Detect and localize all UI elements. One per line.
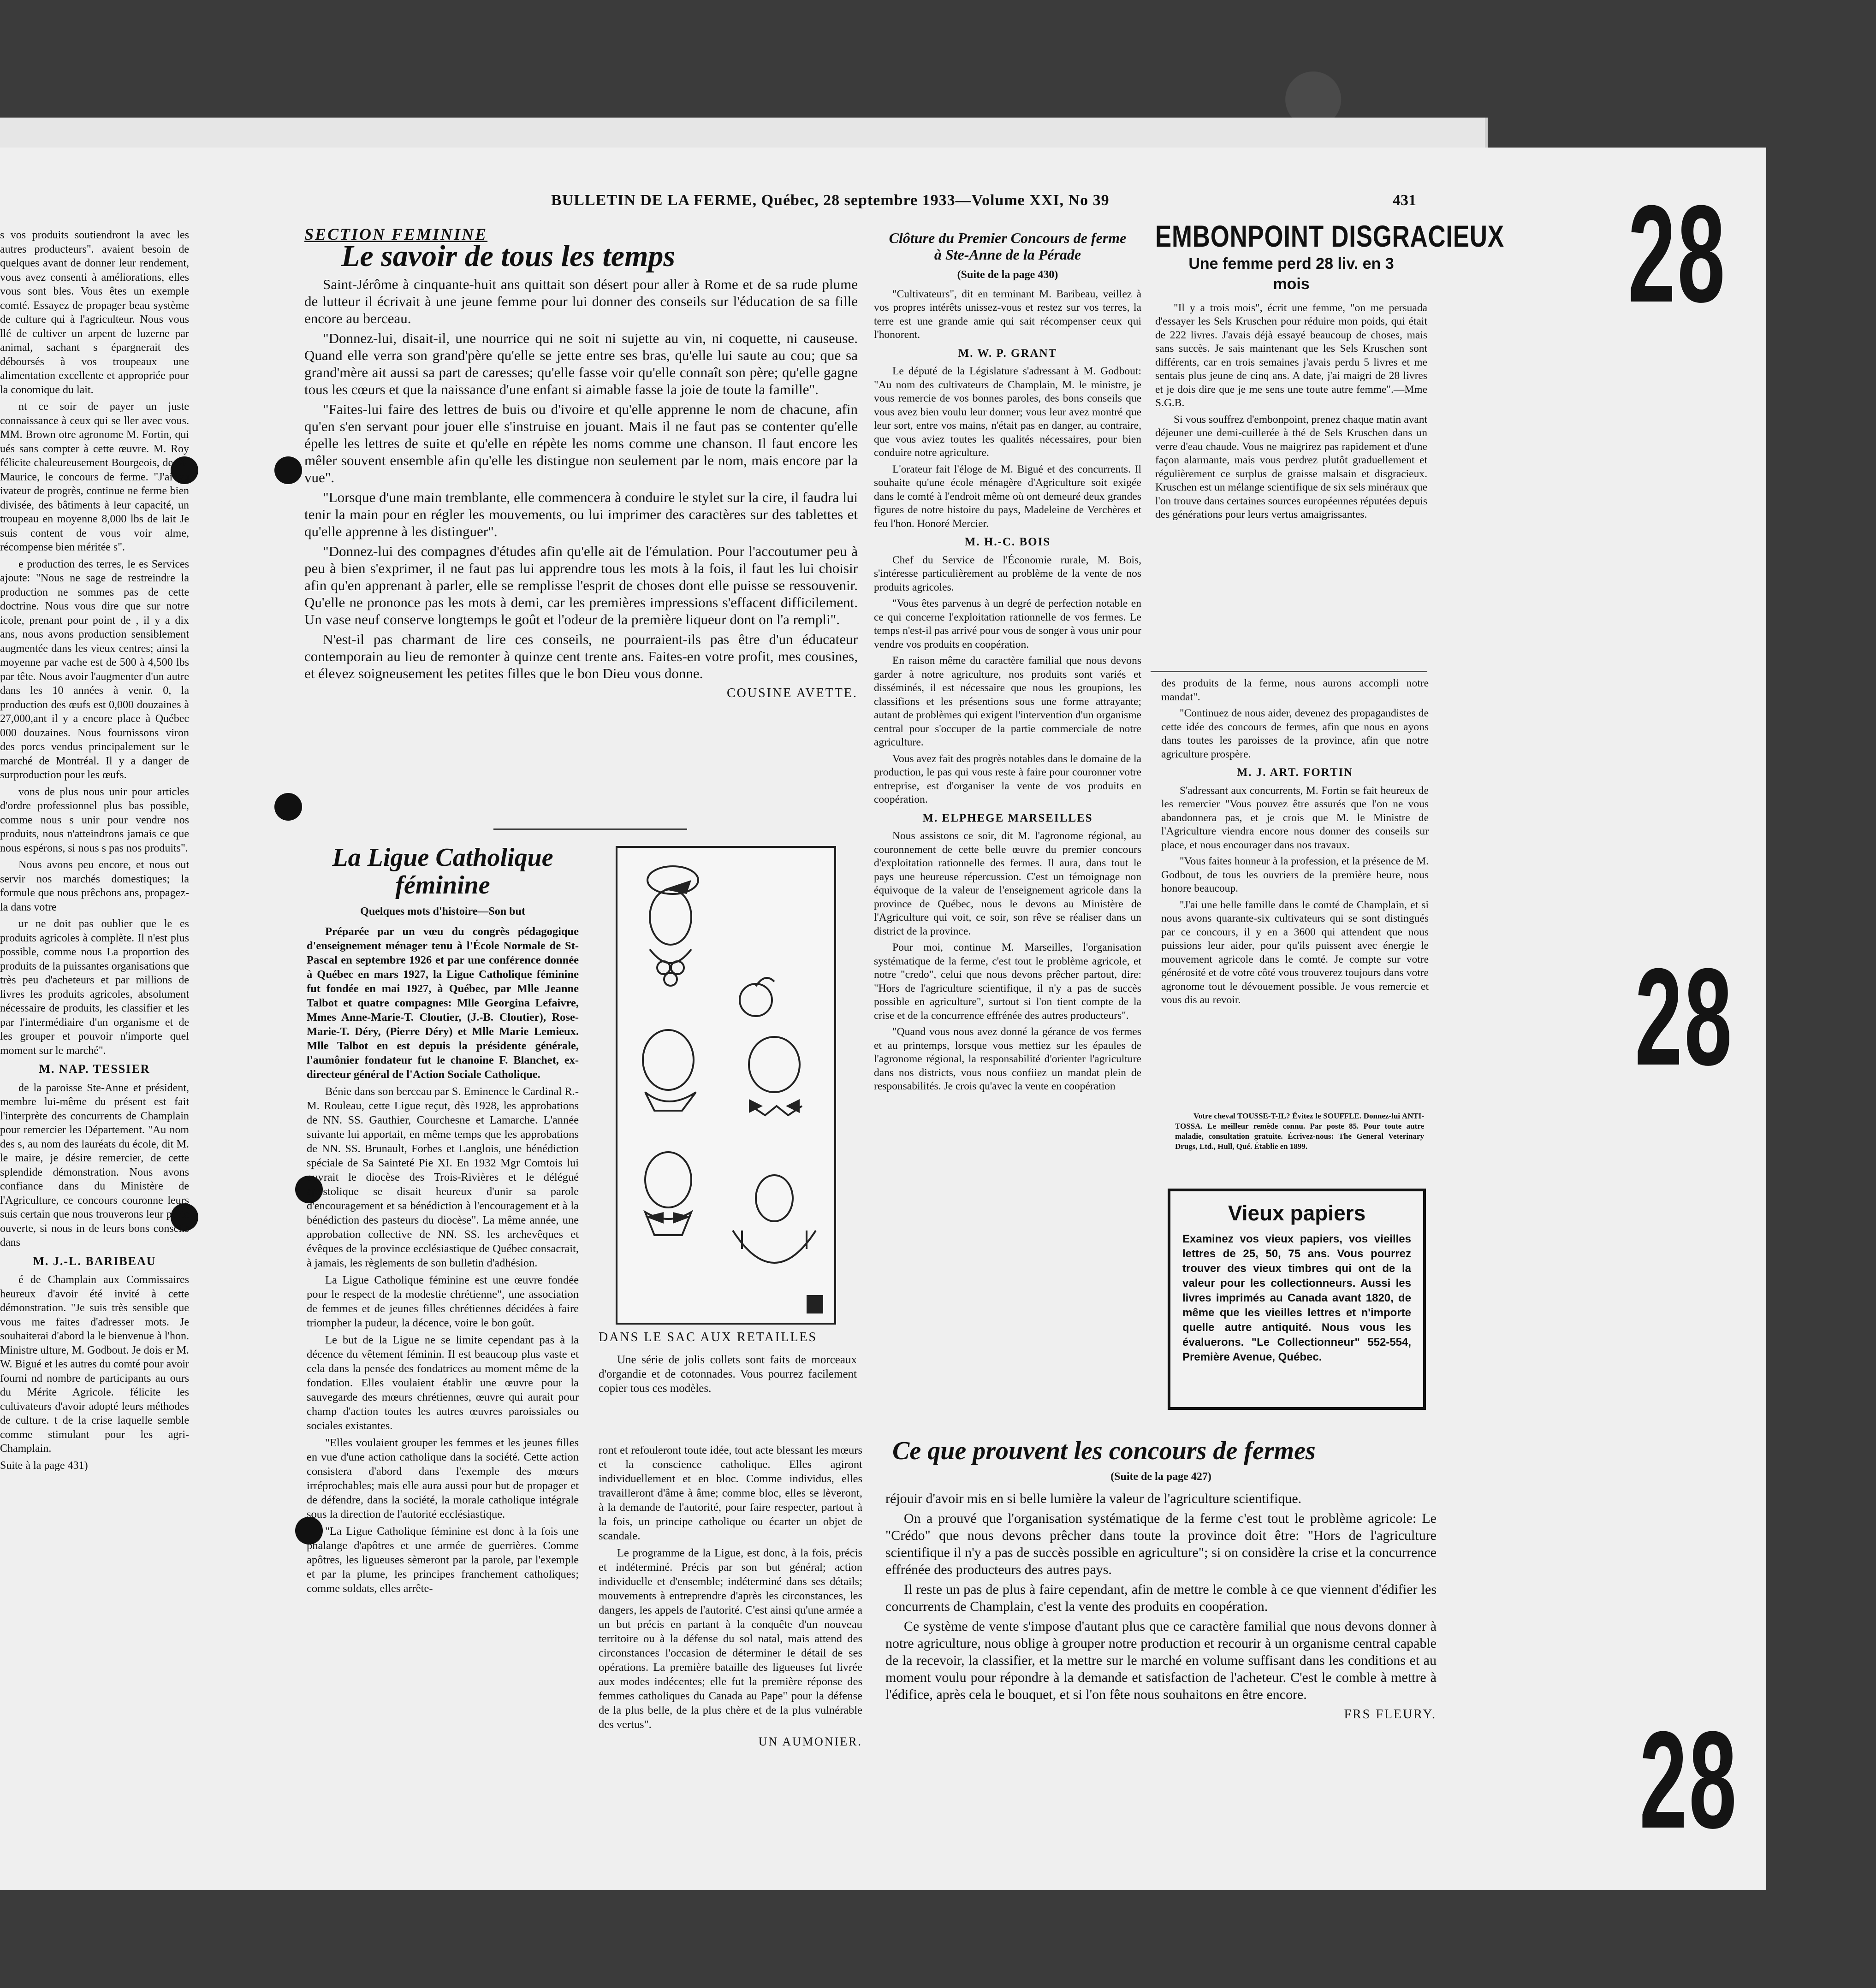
ligue-paragraph: Le programme de la Ligue, est donc, à la fois, précis et indéterminé. Précis par son but général; action individuelle et d'ensemble; indéterminé dans ses détails; mouvements à entreprendre d'après les circonstances, les dangers, les appels de l'autorité. C'est ainsi qu'une armée a un but précis en partant à la conquête d'un nouveau territoire ou à la défense du sol natal, mais attend des circonstances l'occasion de déterminer le détail de ses opérations. La première bataille des ligueuses fut livrée aux modes indécentes; elle fut la première réponse des femmes catholiques du Canada au Pape" pour la défense de la plus belle, de la plus chère et de la plus vulnérable des vertus". [599,1547,862,1731]
heading-marseilles: M. ELPHEGE MARSEILLES [922,811,1093,824]
article-paragraph: "Lorsque d'une main tremblante, elle commencera à conduire le stylet sur la cire, il faudra lui tenir la main pour en régler les mouvements, ou lui imprimer des caractères sur des tablettes et qu'elle apprenne à les distinguer". [304,489,858,539]
vieux-papiers-title: Vieux papiers [1228,1201,1366,1225]
divider [1151,671,1427,672]
ligue-paragraph: "La Ligue Catholique féminine est donc à la fois une phalange d'apôtres et une armée de guerrières. Comme apôtres, les ligueuses sèmeront par la parole, par l'exemple et par la plume, les principes franchement catholiques; comme soldats, elles arrête- [307,1525,579,1595]
cloture-paragraph: Vous avez fait des progrès notables dans le domaine de la production, le pas qui vous reste à faire pour couronner votre entreprise, est d'organiser la vente de vos produits en coopération. [874,752,1141,805]
right-paragraph: "Vous faites honneur à la profession, et la présence de M. Godbout, de tous les ouvriers de la première heure, nous honore beaucoup. [1161,855,1429,894]
ligue-title: La Ligue Catholique féminine [332,843,553,899]
ligue-continued [599,1443,862,1749]
ligue-paragraph: La Ligue Catholique féminine est une œuvre fondée pour le respect de la modestie chrétienne", une association de femmes et de jeunes filles chrétiennes décidées à faire triompher la pudeur, la décence, voire le bon goût. [307,1274,579,1329]
cloture-paragraph: L'orateur fait l'éloge de M. Bigué et des concurrents. Il souhaite qu'une école ménagère d'Agriculture soit exigée dans le comté à l'endroit même où ont demeuré deux grandes figures de notre histoire du pays, Madeleine de Verchères et feu l'hon. Honoré Mercier. [874,463,1141,530]
folio-stamp: 28 [1639,1702,1739,1857]
left-paragraph: ur ne doit pas oublier que le es produits agricoles à complète. Il n'est plus possible, comme nous La proportion des produits de la puissantes organisations que très peu d'acheteurs et par millions de livres les produits agricoles, absolument nécessaire de produits, les classifier et les par l'intermédiaire d'un organisme et de les grouper et pouvoir n'importe quel moment sur le marché". [0,918,189,1057]
article-paragraph: "Donnez-lui, disait-il, une nourrice qui ne soit ni sujette au vin, ni coquette, ni causeuse. Quand elle verra son grand'père qu'elle se jette entre ses bras, qu'elle lui saute au cou; que sa grand'mère ait aussi sa part de caresses; qu'elle fasse voir qu'elle connaît son père; qu'elle gagne tous les cœurs et que la naissance d'une enfant si aimable fasse la joie de toute la famille". [304,330,858,397]
vieux-papiers-text: Examinez vos vieux papiers, vos vieilles lettres de 25, 50, 75 ans. Vous pourrez trouver des vieux timbres qui ont de la valeur pour les collectionneurs. Aussi les livres imprimés au Canada avant 1820, de même que les vieilles lettres et n'importe quelle autre antiquité. Nous vous les évaluerons. "Le Collectionneur" 552-554, Première Avenue, Québec. [1182,1233,1411,1363]
concours-title: Ce que prouvent les concours de fermes [892,1437,1316,1465]
heading-baribeau: M. J.-L. BARIBEAU [33,1254,156,1268]
collars-drawing [617,848,834,1323]
section-label: SECTION FEMININE [304,225,488,243]
concours-article [885,1468,1437,1723]
running-title: BULLETIN DE LA FERME, Québec, 28 septembre 1933—Volume XXI, No 39 [551,192,1110,209]
illustration-caption-block [599,1330,857,1398]
right-paragraph: "Continuez de nous aider, devenez des propagandistes de cette idée des concours de fermes, afin que nous en ayons dans toutes les paroisses de la province, afin que notre agriculture prospère. [1161,707,1429,760]
left-paragraph: é de Champlain aux Commissaires heureux d'avoir été invité à cette démonstration. "Je suis très sensible que vous me faites d'adresser mots. Je souhaiterai d'abord la le bienvenue à l'hon. Ministre ulture, M. Godbout. Je dois er M. W. Bigué et les autres du comté pour avoir fourni nd nombre de participants au ours du Mérite Agricole. félicite les cultivateurs d'avoir adopté leurs méthodes de culture. t de la crise laquelle semble comme stimulant pour les agri-Champlain. [0,1274,189,1455]
small-ad [1175,1111,1424,1154]
article-title: Le savoir de tous les temps [341,239,676,273]
folio-stamp: 28 [1635,939,1734,1094]
left-paragraph: de la paroisse Ste-Anne et président, membre lui-même du présent est fait l'interprète des concurrents de Champlain pour remercier les Département. "Au nom des s, au nom des lauréats du école, dit M. le maire, je désire remercier, de cette splendide démonstration. Nous avons confiance dans du Ministère de l'Agriculture, ce concours couronne leurs suis certain que nous trouverons leur porte ouverte, si nous in de leurs bons conseils dans [0,1082,189,1248]
left-paragraph: Nous avons peu encore, et nous out servir nos marchés domestiques; la formule que nous prêchons ans, propagez-la dans votre [0,859,189,913]
ligue-paragraph: ront et refouleront toute idée, tout acte blessant les mœurs et la conscience catholique. Elles agiront individuellement et en bloc. Comme individus, elles travailleront d'âme à âme; comme bloc, elles se lèveront, à la demande de l'autorité, pour faire respecter, partout à la fois, un principe catholique ou écarter un objet de scandale. [599,1444,862,1542]
divider [493,828,687,830]
article-paragraph: Saint-Jérôme à cinquante-huit ans quittait son désert pour aller à Rome et de sa rude plume de lutteur il écrivait à une jeune femme pour lui donner des conseils sur l'éducation de sa fille encore au berceau. [304,276,858,326]
signature: FRS FLEURY. [1344,1707,1437,1722]
folio-stamp: 28 [1628,176,1727,331]
continued-note: Suite à la page 431) [0,1459,88,1472]
embonpoint-ad [1155,219,1504,525]
binder-hole [274,456,302,484]
ligue-subtitle: Quelques mots d'histoire—Son but [360,905,525,917]
signature: COUSINE AVETTE. [726,686,858,700]
concours-paragraph: Il reste un pas de plus à faire cependant, afin de mettre le comble à ce que viennent d'édifier les concurrents de Champlain, c'est la vente des produits en coopération. [885,1582,1437,1614]
illustration-text: Une série de jolis collets sont faits de morceaux d'organdie et de cotonnades. Vous pourrez facilement copier tous ces modèles. [599,1354,857,1395]
heading-fortin: M. J. ART. FORTIN [1236,766,1354,779]
ligue-paragraph: Bénie dans son berceau par S. Eminence le Cardinal R.-M. Rouleau, cette Ligue reçut, dès 1928, les approbations de NN. SS. Gauthier, Courchesne et Lamarche. L'année suivante lui apportait, en même temps que les approbations de NN. SS. Brunault, Forbes et Langlois, une bénédiction spéciale de Sa Sainteté Pie XI. En 1932 Mgr Comtois lui ouvrait le diocèse des Trois-Rivières et le délégué apostolique se disait heureux d'unir sa parole d'encouragement et sa bénédiction à l'encouragement et à la bénédiction des pasteurs du diocèse". La même année, une approbation collective de NN. SS. les archevêques et évêques de la province ecclésiastique de Québec consacrait, à jamais, les règlements de son bulletin d'adhésion. [307,1085,579,1269]
ligue-paragraph: "Elles voulaient grouper les femmes et les jeunes filles en vue d'une action catholique dans la société. Cette action consistera d'abord dans l'exemple des mœurs irréprochables; mais elle aura aussi pour but de propager et de défendre, dans la société, la morale catholique intégrale sous la direction de l'autorité ecclésiastique. [307,1437,579,1521]
concours-paragraph: réjouir d'avoir mis en si belle lumière la valeur de l'agriculture scientifique. [885,1491,1302,1506]
right-continued [1161,677,1429,1010]
cloture-paragraph: "Vous êtes parvenus à un degré de perfection notable en ce qui concerne l'exploitation rationnelle de vos fermes. Le temps n'est-il pas arrivé pour vous de songer à vous unir pour vendre vos produits en coopération. [874,598,1141,651]
cloture-article [874,230,1141,1096]
signature: UN AUMONIER. [758,1735,862,1748]
cloture-paragraph: "Cultivateurs", dit en terminant M. Baribeau, veillez à vos propres intérêts unissez-vous et restez sur vos terres, la terre est une grande amie qui sait récompenser ceux qui l'honorent. [874,288,1141,341]
heading-grant: M. W. P. GRANT [958,347,1057,360]
cloture-subtitle: (Suite de la page 430) [957,269,1058,281]
ligue-article [307,844,579,1598]
embonpoint-paragraph: Si vous souffrez d'embonpoint, prenez chaque matin avant déjeuner une demi-cuillerée à thé de Sels Kruschen dans un verre d'eau chaude. Vous ne maigrirez pas rapidement et d'une façon alarmante, mais vous perdrez plutôt graduellement et régulièrement ce surplus de graisse malsain et disgracieux. Kruschen est un mélange scientifique de six sels minéraux que l'on trouve dans certaines sources européennes réputées depuis des générations pour leurs vertus amaigrissantes. [1155,413,1427,521]
ligue-paragraph: Préparée par un vœu du congrès pédagogique d'enseignement ménager tenu à l'École Normale de St-Pascal en septembre 1926 et par une conférence donnée à Québec en mars 1927, la Ligue Catholique féminine fut fondée en mai 1927, à Québec, par Mlle Jeanne Talbot et quatre compagnes: Mlle Georgina Lefaivre, Mmes Anne-Marie-T. Cloutier, (J.-B. Cloutier), Rose-Marie-T. Déry, (Pierre Déry) et Mlle Marie Lemieux. Mlle Talbot en est depuis la présidente générale, l'aumônier fondateur fut le chanoine F. Blanchet, ex-directeur général de l'Action Sociale Catholique. [307,925,579,1081]
small-ad-text: Votre cheval TOUSSE-T-IL? Évitez le SOUFFLE. Donnez-lui ANTI-TOSSA. Le meilleur remède connu. Par poste 85. Pour toute autre maladie, consultation gratuite. Écrivez-nous: The General Veterinary Drugs, Ltd., Hull, Qué. Établie en 1899. [1175,1112,1424,1151]
concours-paragraph: Ce système de vente s'impose d'autant plus que ce caractère familial que nous devons donner à notre agriculture, nous oblige à grouper notre production et recourir à un organisme central capable de la recevoir, la classifier, et la mettre sur le marché en volume suffisant dans les conditions et au moment voulu pour répondre à la demande et satisfaction de l'acheteur. C'est le comble à mettre à l'édifice, après cela le bouquet, et si l'on fête nous souhaitons en être encore. [885,1619,1437,1702]
embonpoint-subtitle: Une femme perd 28 liv. en 3 mois [1188,254,1394,293]
cloture-paragraph: Le député de la Législature s'adressant à M. Godbout: "Au nom des cultivateurs de Champlain, M. le ministre, je vous remercie de vos bonnes paroles, des bons conseils que vous avez bien voulu leur donner; vous leur avez montré que leur sort, entre vos mains, n'était pas en danger, au contraire, que vous aviez toutes les qualités nécessaires, pour bien conduire notre agriculture. [874,365,1141,459]
embonpoint-title: EMBONPOINT DISGRACIEUX [1155,219,1504,253]
cloture-paragraph: En raison même du caractère familial que nous devons garder à notre agriculture, nos produits sont variés et disséminés, il est nécessaire que nous les groupions, les classifions et les présentions sous une forme attrayante; autant de problèmes qui exigent l'intervention d'un organisme central pour s'occuper de la partie commerciale de notre agriculture. [874,655,1141,748]
left-column [0,228,189,1475]
collars-illustration [616,846,836,1325]
vieux-papiers-ad [1168,1189,1426,1410]
left-paragraph: e production des terres, le es Services ajoute: "Nous ne sage de restreindre la production ne sommes pas de cette doctrine. Nous vous dire que sur notre icole, prenant pour point de , il y a dix ans, nous avons production sensiblement augmentée dans les vieux centres; ainsi la moyenne par vache est de 500 à 4,500 lbs par tête. Nous avoir l'augmenter d'un autre dans les 10 années à venir. 0, la production des œufs est 0,000 douzaines à 27,000,ant il y a encore place à Québec 000 douzaines. Nous fournissons viron des porcs vendus principalement sur le marché de Montréal. Il y a danger de surproduction pour les œufs. [0,558,189,781]
concours-paragraph: On a prouvé que l'organisation systématique de la ferme c'est tout le problème agricole: Le "Crédo" que nous devons prêcher dans toute la province doit être: "Hors de l'agriculture scientifique il n'y a pas de succès possible en agriculture"; si on considère la crise et la concurrence effrénée des producteurs des autres pays. [885,1511,1437,1577]
binder-hole [274,793,302,821]
left-paragraph: nt ce soir de payer un juste connaissance à ceux qui se ller avec vous. MM. Brown otre agronome M. Fortin, qui ués sans compter à cette œuvre. M. Roy félicite chaleureusement Bourgeois, de St-Maurice, le concours de ferme. "J'ai vu ivateur de progrès, continue ne ferme bien divisée, des bâtiments à leur capacité, un troupeau en moyenne 8,000 lbs de lait Je suis content de vous voir alme, récompense bien méritée s". [0,401,189,553]
article-paragraph: "Donnez-lui des compagnes d'études afin qu'elle ait de l'émulation. Pour l'accoutumer peu à peu à bien s'exprimer, il ne faut pas lui apprendre tous les mots à la fois, il faut les lui choisir afin qu'en apprenant à parler, elle se remplisse l'esprit de choses dont elle puisse se ressouvenir. Qu'elle ne prononce pas les mots à demi, car les premières impressions s'effacent difficilement. Un vase neuf conserve longtemps le goût et l'odeur de la première liqueur dont on l'a rempli". [304,543,858,627]
article-paragraph: "Faites-lui faire des lettres de buis ou d'ivoire et qu'elle apprenne le nom de chacune, afin qu'en s'en servant pour jouer elle s'instruise en jouant. Mais il ne faut pas se contenter qu'elle épelle les lettres de suite et qu'elle en répète les noms comme une chanson. Il faut encore les mêler souvent ensemble afin qu'elle les distingue non seulement par le nom, mais encore par la vue". [304,401,858,485]
cloture-title: Clôture du Premier Concours de ferme à Ste-Anne de la Pérade [889,230,1127,263]
cloture-paragraph: Nous assistons ce soir, dit M. l'agronome régional, au couronnement de cette belle œuvre du premier concours d'exploitation rationnelle des fermes. Il aura, dans tout le pays une heureuse répercussion. C'est un témoignage non équivoque de la valeur de l'enseignement agricole dans la province de Québec, nous le devons au Ministère de l'Agriculture qui voit, ce soir, son rêve se réaliser dans un district de la province. [874,830,1141,937]
concours-subtitle: (Suite de la page 427) [1110,1471,1211,1483]
cloture-paragraph: "Quand vous nous avez donné la gérance de vos fermes et au printemps, lorsque vous mettiez sur les épaules de l'agronome régional, la responsabilité d'orienter l'agriculture dans nos districts, vous nous confiiez un mandat plein de responsabilités. Je crois qu'avec la vente en coopération [874,1026,1141,1092]
page-number: 431 [1393,192,1416,209]
heading-tessier: M. NAP. TESSIER [39,1062,150,1076]
article-paragraph: N'est-il pas charmant de lire ces conseils, ne pourraient-ils pas être d'un éducateur contemporain au lieu de remonter à quinze cent trente ans. Faites-en votre profit, mes cousines, et élevez soigneusement les petites filles que le bon Dieu vous donne. [304,631,858,681]
cloture-paragraph: Chef du Service de l'Économie rurale, M. Bois, s'intéresse particulièrement au problème de la vente de nos produits agricoles. [874,554,1141,593]
embonpoint-paragraph: "Il y a trois mois", écrit une femme, "on me persuada d'essayer les Sels Kruschen pour réduire mon poids, qui était de 222 livres. J'avais déjà essayé beaucoup de choses, mais sans succès. Je sais maintenant que les Sels Kruschen sont différents, car en trois semaines j'avais perdu 5 livres et me sentais plus jeune de cinq ans. A date, j'ai maigri de 28 livres et je dois dire que je me sens une toute autre femme".—Mme S.G.B. [1155,302,1427,409]
right-paragraph: "J'ai une belle famille dans le comté de Champlain, et si nous avons quarante-six cultivateurs qui se sont distingués par ce concours, il y en a 3600 qui attendent que nous puissions leur aider, pour qu'ils puissent avec énergie le mouvement agricole dans le comté. Je compte sur votre générosité et de votre côté vous trouverez toujours dans votre agronome tout le dévouement possible. Je vous remercie et vous dis au revoir. [1161,899,1429,1006]
right-paragraph: des produits de la ferme, nous aurons accompli notre mandat". [1161,677,1429,703]
ligue-paragraph: Le but de la Ligue ne se limite cependant pas à la décence du vêtement féminin. Il est beaucoup plus vaste et cela dans la pensée des fondatrices au moment même de la fondation. Elles voulaient établir une œuvre pour la sauvegarde des mœurs chrétiennes, œuvre qui aurait pour champ d'action toutes les autres œuvres paroissiales ou sociales existantes. [307,1334,579,1432]
cloture-paragraph: Pour moi, continue M. Marseilles, l'organisation systématique de la ferme, c'est tout le problème agricole, et notre "credo", celui que nous devons prêcher partout, dire: "Hors de l'agriculture scientifique, il n'y a pas de succès possible en agriculture", surtout si l'on tient compte de la crise et de la concurrence effrénée des autres producteurs". [874,941,1141,1022]
section-feminine [304,226,858,702]
illustration-caption: DANS LE SAC AUX RETAILLES [599,1330,818,1344]
left-paragraph: vons de plus nous unir pour articles d'ordre professionnel plus bas possible, comme nous s unir pour vendre nos produits, nous n'atteindrons jamais ce que nous espérons, si nous s pas nos produits". [0,786,189,854]
right-paragraph: S'adressant aux concurrents, M. Fortin se fait heureux de les remercier "Vous pouvez être assurés que l'on ne vous abandonnera pas, et je crois que M. le Ministre de l'Agriculture viendra encore nous donner des conseils sur place, et nous encourager dans nos travaux. [1161,784,1429,851]
left-paragraph: s vos produits soutiendront la avec les autres producteurs". avaient besoin de quelques avant de donner leur rendement, vous avez consenti à améliorations, elles vous sont bles. Vous êtes un exemple comté. Essayez de propager beau système de culture qui à l'agriculteur. Nous vous llé de cultiver un arpent de luzerne par animal, sachant s épargnerait des déboursés à vos troupeaux une alimentation excellente et appropriée pour la conomique du lait. [0,229,189,396]
heading-bois: M. H.-C. BOIS [964,536,1051,548]
